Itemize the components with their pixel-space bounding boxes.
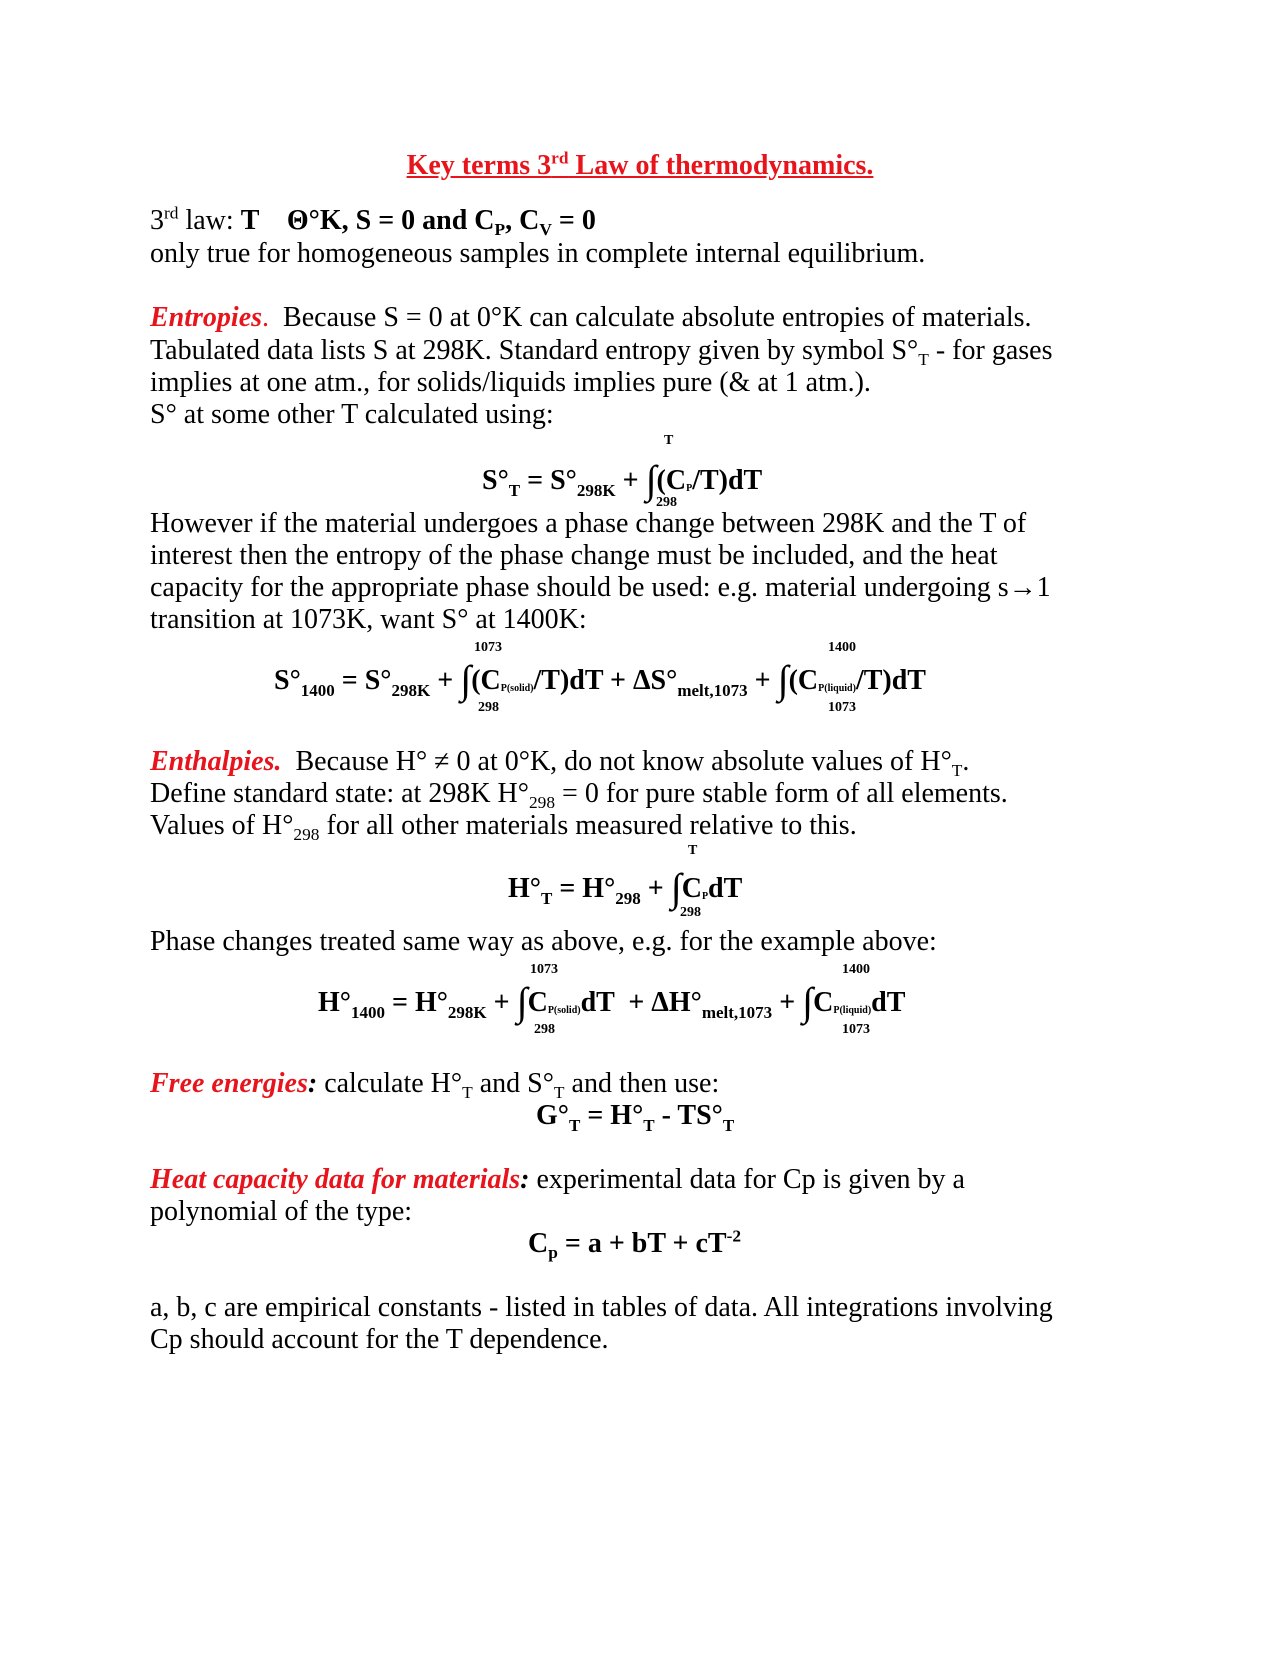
heat-capacity-para-line-2: Cp should account for the T dependence. [150, 1324, 609, 1355]
integral-sign-icon: ∫ [460, 657, 472, 702]
eq1-body: $S^\circ_T = S^\circ_{298K} + \int(CP/T)dT$ [482, 457, 763, 502]
entropies-line-2: Tabulated data lists S at 298K. Standard entropy given by symbol $S^\circ_T$ - for gases [150, 335, 1053, 370]
entropies-line-3: implies at one atm., for solids/liquids implies pure (& at 1 atm.). [150, 367, 871, 398]
eq4-int2-lower: 1073 [842, 1022, 870, 1037]
third-law-statement: 3rd law: T Θ°K, S = 0 and $C_P$, $C_V = 0$ [150, 203, 596, 240]
eq2-int2-upper: 1400 [828, 640, 856, 655]
heat-capacity-para-line-1: a, b, c are empirical constants - listed in tables of data. All integrations involving [150, 1292, 1053, 1323]
eq3-upper-limit: T [688, 843, 698, 858]
eq4-int1-lower: 298 [534, 1022, 555, 1037]
eq1-lower-limit: 298 [656, 495, 677, 510]
enthalpies-line-1: Enthalpies. Because H° ≠ 0 at 0°K, do not know absolute values of $H^\circ_T$. [150, 746, 970, 781]
eq2-int1-lower: 298 [478, 700, 499, 715]
integral-sign-icon: ∫ [645, 457, 657, 502]
page-title: Key terms 3rd Law of thermodynamics. [406, 148, 874, 181]
eq3-lower-limit: 298 [680, 905, 701, 920]
phase-changes-line: Phase changes treated same way as above, e.g. for the example above: [150, 926, 937, 957]
eq2-body: $S^\circ_{1400} = S^\circ_{298K}$ + ∫(CP(solid)/T)dT + $\Delta S^\circ_{melt,1073}$ + ∫(CP(liquid)/T)dT [274, 657, 926, 702]
enthalpies-heading: Enthalpies. [150, 746, 282, 777]
entropies-heading: Entropies [150, 302, 263, 333]
integral-sign-icon: ∫ [670, 865, 682, 910]
integral-sign-icon: ∫ [777, 657, 789, 702]
enthalpies-line-3: Values of $H^\circ_{298}$ for all other materials measured relative to this. [150, 810, 857, 845]
eq1-upper-limit: T [664, 433, 674, 448]
third-law-note: only true for homogeneous samples in complete internal equilibrium. [150, 238, 926, 269]
integral-sign-icon: ∫ [516, 979, 528, 1024]
eq4-int1-upper: 1073 [530, 962, 558, 977]
eq2-int1-upper: 1073 [474, 640, 502, 655]
enthalpies-line-2: Define standard state: at 298K $H^\circ_{298} = 0$ for pure stable form of all elements. [150, 778, 1008, 813]
heat-capacity-line-1: Heat capacity data for materials: experimental data for Cp is given by a [150, 1164, 965, 1195]
entropies-para2-line-4: transition at 1073K, want S° at 1400K: [150, 604, 587, 635]
eq2-int2-lower: 1073 [828, 700, 856, 715]
entropies-para2-line-3: capacity for the appropriate phase should be used: e.g. material undergoing s→1 [150, 572, 1051, 603]
eq4-int2-upper: 1400 [842, 962, 870, 977]
eq4-body: $H^\circ_{1400} = H^\circ_{298K}$ + ∫CP(solid)dT + $\Delta H^\circ_{melt,1073}$ + ∫CP(liquid)dT [318, 979, 906, 1024]
entropies-para2-line-2: interest then the entropy of the phase change must be included, and the heat [150, 540, 998, 571]
free-energies-line: Free energies: calculate $H^\circ_T$ and $S^\circ_T$ and then use: [150, 1068, 720, 1103]
heat-capacity-heading: Heat capacity data for materials [150, 1164, 521, 1195]
equation-gibbs: $G^\circ_T = H^\circ_T - TS^\circ_T$ [536, 1100, 735, 1135]
free-energies-heading: Free energies [150, 1068, 308, 1099]
equation-cp-polynomial: $C_p = a$ + bT + $cT^{-2}$ [528, 1226, 742, 1263]
integral-sign-icon: ∫ [802, 979, 814, 1024]
entropies-line-4: S° at some other T calculated using: [150, 399, 554, 430]
entropies-line-1: Entropies. Because S = 0 at 0°K can calculate absolute entropies of materials. [150, 302, 1032, 333]
eq3-body: $H^\circ_T = H^\circ_{298}$ + ∫CPdT [508, 865, 743, 910]
entropies-para2-line-1: However if the material undergoes a phase change between 298K and the T of [150, 508, 1027, 539]
heat-capacity-line-2: polynomial of the type: [150, 1196, 413, 1227]
